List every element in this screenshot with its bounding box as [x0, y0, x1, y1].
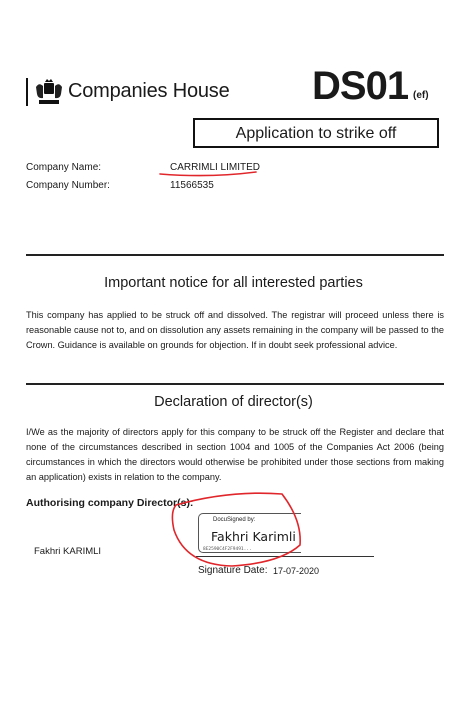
underline-mark	[160, 172, 256, 176]
company-number-label: Company Number:	[26, 180, 110, 191]
director-name: Fakhri KARIMLI	[34, 546, 102, 557]
circle-mark	[172, 493, 300, 566]
company-name-label: Company Name:	[26, 162, 102, 173]
docusign-label: DocuSigned by:	[213, 517, 256, 523]
organization-name: Companies House	[68, 80, 230, 102]
envelope-id: 8E2590C4F2F9491...	[203, 547, 252, 552]
signature-date-label: Signature Date:	[198, 565, 268, 576]
declaration-body: I/We as the majority of directors apply for this company to be struck off the Register and declare that none of the circumstances described in section 1004 and 1005 of the Companies Act 2006 (being circumstances in which the directors would otherwise be prohibited under those sections from making an application) exists in relation to the company.	[26, 427, 444, 482]
notice-body: This company has applied to be struck off and dissolved. The registrar will proceed unless there is reasonable cause not to, and on dissolution any assets remaining in the company will be passed to the Crown. Guidance is available on grounds for objection. If in doubt seek professional advice.	[26, 310, 444, 350]
form-code: DS01	[312, 64, 409, 108]
signature: Fakhri Karimli	[211, 529, 296, 544]
company-number-value: 11566535	[170, 180, 214, 191]
authorising-label: Authorising company Director(s):	[26, 497, 194, 509]
form-title: Application to strike off	[193, 118, 439, 148]
declaration-heading: Declaration of director(s)	[154, 394, 313, 410]
form-suffix: (ef)	[413, 90, 429, 101]
notice-heading: Important notice for all interested parties	[104, 275, 363, 291]
company-name-value: CARRIMLI LIMITED	[170, 162, 261, 173]
signature-date: 17-07-2020	[273, 566, 320, 576]
